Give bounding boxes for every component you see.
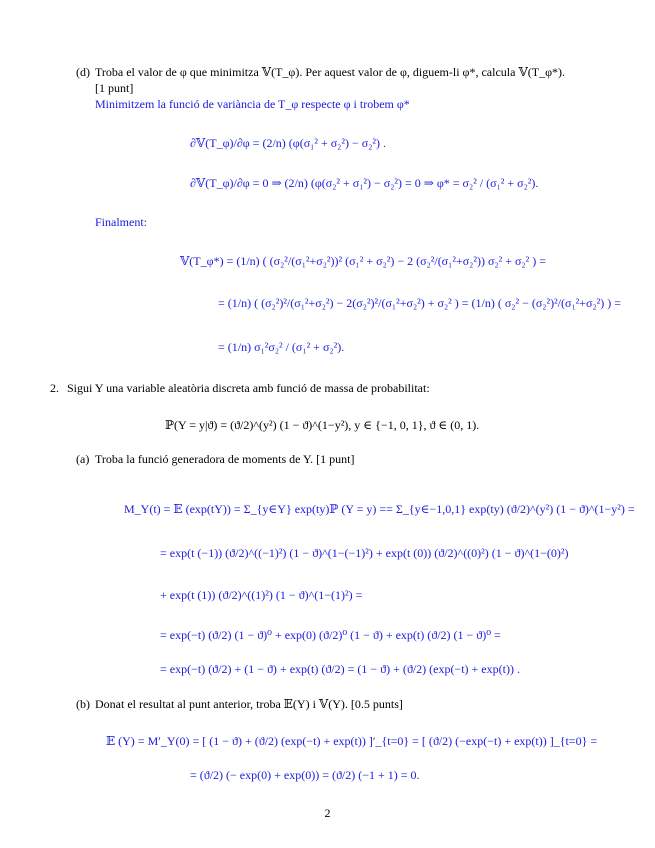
part-a-equation-1: M_Y(t) = 𝔼 (exp(tY)) = Σ_{y∈Y} exp(ty)ℙ (Y = y) == Σ_{y∈−1,0,1} exp(ty) (ϑ/2)^(y²) (1 − ϑ)^(1−y²) = xyxy=(124,502,635,516)
page-number: 2 xyxy=(324,806,331,820)
part-d-answer-intro: Minimitzem la funció de variància de T_φ respecte φ i trobem φ* xyxy=(95,97,410,111)
problem-2-number: 2. xyxy=(50,381,59,395)
part-b-equation-1: 𝔼 (Y) = M′_Y(0) = [ (1 − ϑ) + (ϑ/2) (exp(−t) + exp(t)) ]′_{t=0} = [ (ϑ/2) (−exp(−t) + exp(t)) ]_{t=0} = xyxy=(106,734,598,748)
problem-2-statement: Sigui Y una variable aleatòria discreta amb funció de massa de probabilitat: xyxy=(67,381,430,395)
part-d-equation-3: 𝕍(T_φ*) = (1/n) ( (σ₂²/(σ₁²+σ₂²))² (σ₁² + σ₂²) − 2 (σ₂²/(σ₁²+σ₂²)) σ₂² + σ₂² ) = xyxy=(180,254,546,268)
problem-2-pmf: ℙ(Y = y|ϑ) = (ϑ/2)^(y²) (1 − ϑ)^(1−y²), y ∈ {−1, 0, 1}, ϑ ∈ (0, 1). xyxy=(165,418,480,432)
part-d-equation-2: ∂𝕍(T_φ)/∂φ = 0 ⇒ (2/n) (φ(σ₂² + σ₁²) − σ₂²) = 0 ⇒ φ* = σ₂² / (σ₁² + σ₂²). xyxy=(190,176,539,190)
part-a-question: Troba la funció generadora de moments de Y. [1 punt] xyxy=(95,452,355,466)
part-d-equation-5: = (1/n) σ₁²σ₂² / (σ₁² + σ₂²). xyxy=(218,340,345,354)
part-d-points: [1 punt] xyxy=(95,81,134,95)
part-b-question: Donat el resultat al punt anterior, troba 𝔼(Y) i 𝕍(Y). [0.5 punts] xyxy=(95,697,403,711)
part-d-equation-1: ∂𝕍(T_φ)/∂φ = (2/n) (φ(σ₁² + σ₂²) − σ₂²) . xyxy=(190,136,386,150)
part-d-equation-4: = (1/n) ( (σ₂²)²/(σ₁²+σ₂²) − 2(σ₂²)²/(σ₁²+σ₂²) + σ₂² ) = (1/n) ( σ₂² − (σ₂²)²/(σ₁²+σ₂²) ) = xyxy=(218,296,622,310)
part-b-label: (b) xyxy=(76,697,90,711)
part-a-equation-2: = exp(t (−1)) (ϑ/2)^((−1)²) (1 − ϑ)^(1−(−1)²) + exp(t (0)) (ϑ/2)^((0)²) (1 − ϑ)^(1−(0)²) xyxy=(160,546,569,560)
part-a-equation-5: = exp(−t) (ϑ/2) + (1 − ϑ) + exp(t) (ϑ/2) = (1 − ϑ) + (ϑ/2) (exp(−t) + exp(t)) . xyxy=(160,662,520,676)
part-d-question: Troba el valor de φ que minimitza 𝕍(T_φ). Per aquest valor de φ, diguem-li φ*, calcula 𝕍(T_φ*). xyxy=(95,65,566,79)
part-a-label: (a) xyxy=(76,452,90,466)
part-d-finally: Finalment: xyxy=(95,215,147,229)
part-d-label: (d) xyxy=(76,65,90,79)
part-b-equation-2: = (ϑ/2) (− exp(0) + exp(0)) = (ϑ/2) (−1 + 1) = 0. xyxy=(190,768,420,782)
part-a-equation-4: = exp(−t) (ϑ/2) (1 − ϑ)⁰ + exp(0) (ϑ/2)⁰ (1 − ϑ) + exp(t) (ϑ/2) (1 − ϑ)⁰ = xyxy=(160,628,501,642)
part-a-equation-3: + exp(t (1)) (ϑ/2)^((1)²) (1 − ϑ)^(1−(1)²) = xyxy=(160,588,363,602)
